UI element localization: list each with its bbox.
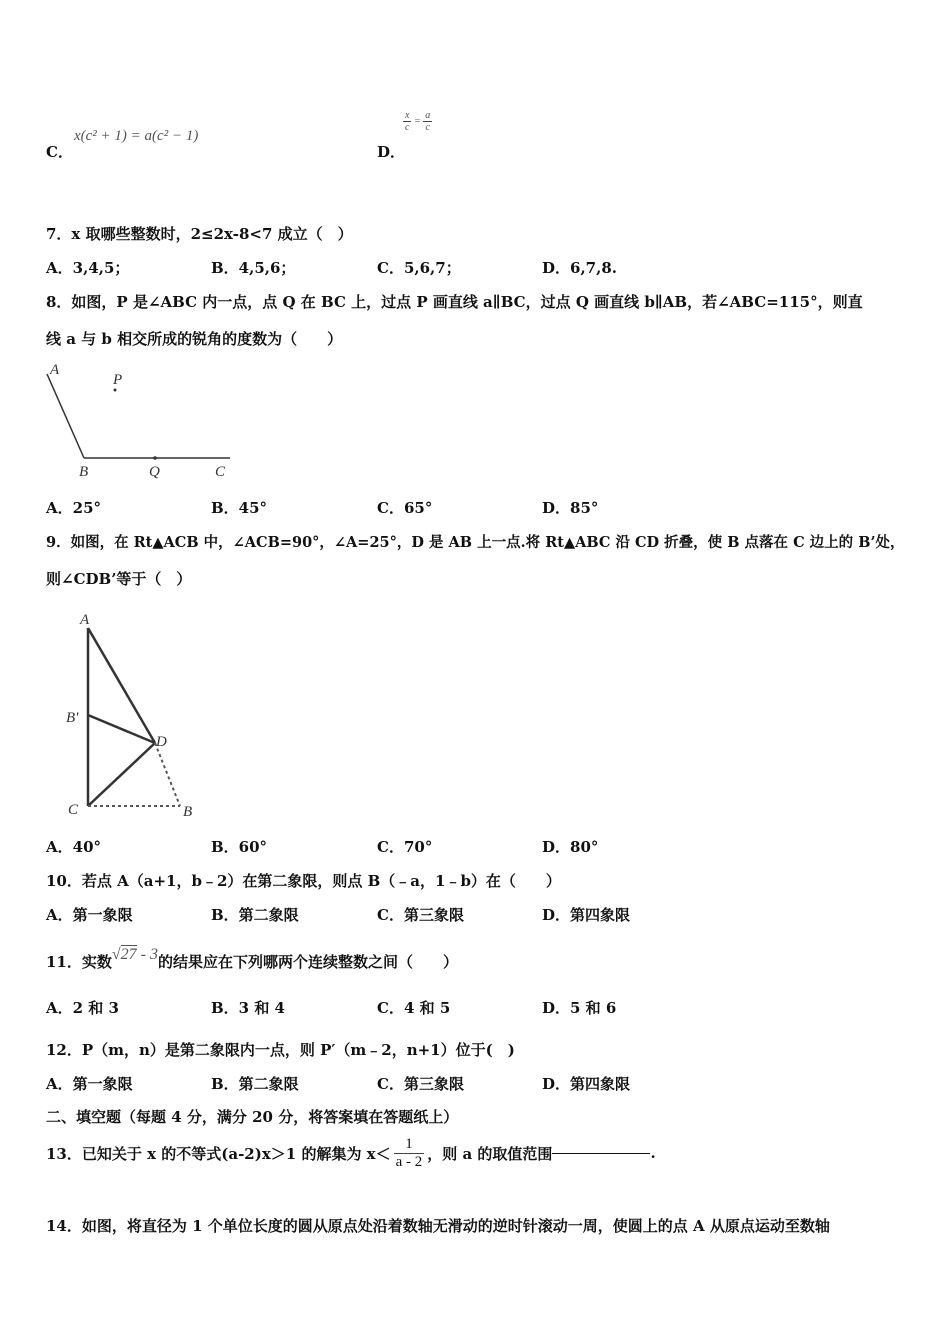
segment-bpd <box>88 715 155 743</box>
q8-option-c: C．65° <box>377 499 433 517</box>
q11-option-c: C．4 和 5 <box>377 999 451 1017</box>
q6-option-c-label: C． <box>46 143 73 161</box>
label-d: D <box>156 734 167 750</box>
fraction-left-numerator: x <box>405 110 410 121</box>
fraction-right-denominator: c <box>425 122 430 133</box>
q9-stem-line-1: 9．如图，在 Rt▲ACB 中，∠ACB=90°，∠A=25°，D 是 AB 上一点.将 Rt▲ABC 沿 CD 折叠，使 B 点落在 C 边上的 B’处， <box>46 534 905 551</box>
point-q <box>153 456 157 460</box>
q7-option-a: A．3,4,5； <box>46 259 130 277</box>
q13-fraction-numerator: 1 <box>394 1136 425 1154</box>
label-c: C <box>68 802 79 818</box>
label-b-prime: B' <box>66 710 79 726</box>
q9-option-a: A．40° <box>46 838 102 856</box>
q6-option-d-formula <box>403 110 432 133</box>
q9-stem-line-2: 则∠CDB’等于（ ） <box>46 570 192 588</box>
q8-option-b: B．45° <box>211 499 268 517</box>
q13-stem <box>46 1131 656 1175</box>
q11-option-a: A．2 和 3 <box>46 999 119 1017</box>
q10-option-b: B．第二象限 <box>211 906 299 924</box>
fraction-right-numerator: a <box>425 110 431 121</box>
q11-stem-before: 11．实数 <box>46 953 112 971</box>
fraction-right <box>423 110 432 133</box>
q8-option-d: D．85° <box>542 499 599 517</box>
q8-stem-line-1: 8．如图，P 是∠ABC 内一点，点 Q 在 BC 上，过点 P 画直线 a∥BC，过点 Q 画直线 b∥AB，若∠ABC=115°，则直 <box>46 293 863 311</box>
section-heading: 二、填空题（每题 4 分，满分 20 分，将答案填在答题纸上） <box>46 1108 459 1126</box>
q6-option-c-formula: x(c² + 1) = a(c² − 1) <box>74 128 199 144</box>
label-a: A <box>50 362 60 378</box>
label-p: P <box>113 372 123 388</box>
q13-stem-before: 13．已知关于 x 的不等式(a-2)x＞1 的解集为 x＜ <box>46 1144 391 1163</box>
segment-cd <box>88 743 155 806</box>
q12-option-a: A．第一象限 <box>46 1075 133 1093</box>
q8-stem-line-2: 线 a 与 b 相交所成的锐角的度数为（ ） <box>46 330 343 348</box>
q10-option-c: C．第三象限 <box>377 906 464 924</box>
q10-option-d: D．第四象限 <box>542 906 631 924</box>
q8-option-a: A．25° <box>46 499 102 517</box>
label-a: A <box>80 612 90 628</box>
q13-fraction-denominator: a - 2 <box>395 1153 423 1170</box>
q12-option-c: C．第三象限 <box>377 1075 464 1093</box>
q10-stem: 10．若点 A（a+1，b﹣2）在第二象限，则点 B（﹣a，1﹣b）在（ ） <box>46 872 561 890</box>
side-ad <box>88 628 155 743</box>
q11-option-b: B．3 和 4 <box>211 999 285 1017</box>
q11-stem <box>46 946 458 972</box>
q13-stem-after: ，则 a 的取值范围 <box>427 1144 553 1163</box>
q9-option-c: C．70° <box>377 838 433 856</box>
q11-radical: √27 - 3 <box>111 946 158 963</box>
segment-db-dotted <box>155 743 180 806</box>
ray-ba <box>47 374 84 458</box>
label-b: B <box>183 804 193 820</box>
q11-minus-three: - 3 <box>136 946 158 963</box>
q7-stem: 7．x 取哪些整数时，2≤2x-8<7 成立（ ） <box>46 225 353 243</box>
q6-option-d-label: D． <box>377 143 406 161</box>
fraction-left-denominator: c <box>405 122 410 133</box>
q10-option-a: A．第一象限 <box>46 906 133 924</box>
label-c: C <box>215 464 226 480</box>
q9-triangle-figure <box>60 610 210 822</box>
q11-radicand: 27 <box>120 946 137 963</box>
q13-period: . <box>650 1144 656 1162</box>
point-p <box>114 389 117 392</box>
q7-option-c: C．5,6,7； <box>377 259 461 277</box>
q12-stem: 12．P（m，n）是第二象限内一点，则 P′（m﹣2，n+1）位于( ) <box>46 1041 515 1059</box>
q8-angle-figure <box>40 360 240 485</box>
q7-option-b: B．4,5,6； <box>211 259 296 277</box>
q7-option-d: D．6,7,8. <box>542 259 617 277</box>
label-q: Q <box>149 464 160 480</box>
q14-stem: 14．如图，将直径为 1 个单位长度的圆从原点处沿着数轴无滑动的逆时针滚动一周，使圆上的点 A 从原点运动至数轴 <box>46 1217 830 1235</box>
q13-fraction <box>394 1136 425 1171</box>
q12-option-d: D．第四象限 <box>542 1075 631 1093</box>
label-b: B <box>79 464 89 480</box>
q11-stem-after: 的结果应在下列哪两个连续整数之间（ ） <box>157 953 458 971</box>
q9-option-d: D．80° <box>542 838 599 856</box>
fraction-left <box>403 110 411 133</box>
q11-option-d: D．5 和 6 <box>542 999 617 1017</box>
q12-option-b: B．第二象限 <box>211 1075 299 1093</box>
q13-answer-blank[interactable] <box>552 1153 650 1154</box>
q9-option-b: B．60° <box>211 838 268 856</box>
equals-sign: = <box>413 115 421 127</box>
